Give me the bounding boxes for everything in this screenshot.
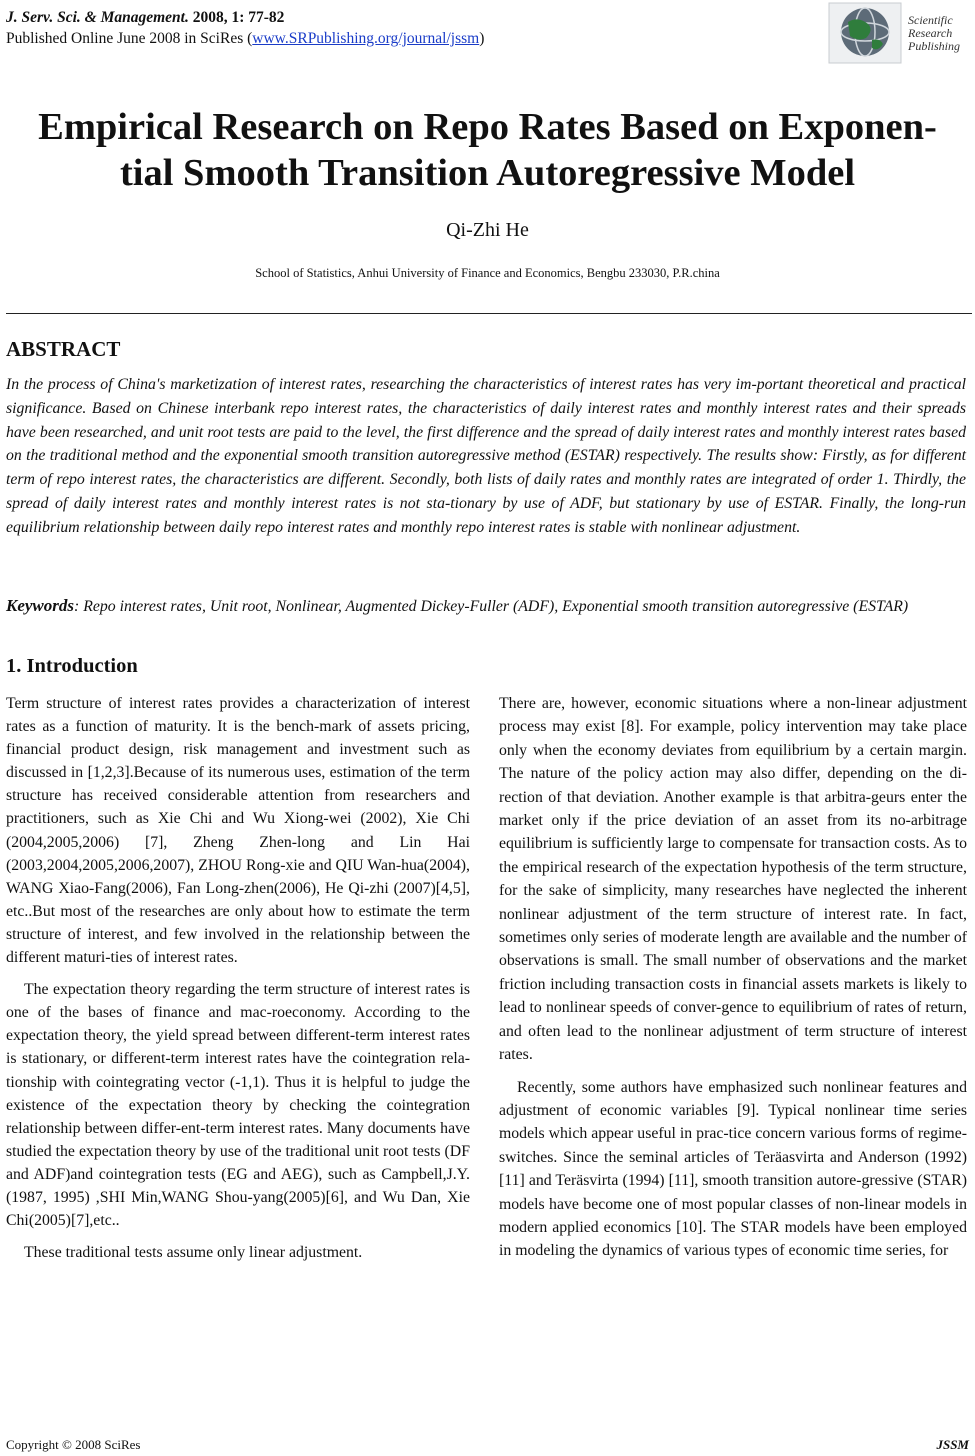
author-name: Qi-Zhi He [446,219,529,241]
journal-citation [6,8,284,28]
title-line-2: tial Smooth Transition Autoregressive Model [119,152,856,194]
globe-icon [841,8,889,56]
logo-line-3: Publishing [908,39,961,53]
paragraph: The expectation theory regarding the term structure of interest rates is one of the bases of finance and mac-roeconomy. According to the expectation theory, the yield spread between different-term interest rates is stationary, or different-term interest rates have the cointegration rela-tionship with cointegrating vector (-1,1). Thus it is helpful to judge the existence of the expectation theory by checking the cointegration relationship between differ-ent-term interest rates. Many documents have studied the expectation theory by use of the traditional unit root tests (DF and ADF)and cointegration tests (EG and AEG), such as Campbell,J.Y. (1987, 1995) ,SHI Min,WANG Shou-yang(2005)[6], and Wu Dan, Xie Chi(2005)[7],etc.. [6,981,470,1230]
title-line-1: Empirical Research on Repo Rates Based on Exponen- [38,106,937,148]
journal-name: J. Serv. Sci. & Management. [6,9,189,26]
author-affiliation: School of Statistics, Anhui University of Finance and Economics, Bengbu 233030, P.R.china [255,266,720,280]
left-column [6,692,470,1264]
paragraph: There are, however, economic situations where a non-linear adjustment process may exist [8]. For example, policy intervention may take place only when the economy deviates from equilibrium by a certain margin. The nature of the policy action may also differ, depending on the di-rection of that deviation. Another example is that arbitra-geurs enter the market only if the price deviation of an asset from its no-arbitrage equilibrium is sufficiently large to compensate for transaction costs. As to the empirical research of the expectation hypothesis of the term structure, for the sake of simplicity, many researches have neglected the inherent nonlinear adjustment of the term structure of interest rate. In fact, sometimes only series of moderate length are available and the number of observations is small. The small number of observations and the market friction including transaction costs in financial assets markets is likely to lead to nonlinear speeds of conver-gence to equilibrium of rates of return, and often lead to the nonlinear adjustment of term structure of interest rates. [499,695,967,1064]
abstract-body: In the process of China's marketization of interest rates, researching the characteristics of interest rates has very im-portant theoretical and practical significance. Based on Chinese interbank repo interest rates, the characteristics of daily interest rates and monthly interest rates and their spreads have been researched, and unit root tests are paid to the level, the first difference and the spread of daily interest rates and monthly interest rates based on the traditional method and the exponential smooth transition autoregressive method (ESTAR) respectively. The results show: Firstly, as for different term of repo interest rates, the characteristics are different. Secondly, both lists of daily rates and monthly rates are integrated of order 1. Thirdly, the spread of daily interest rates and monthly interest rates is not sta-tionary by use of ADF, but stationary by use of ESTAR. Finally, the long-run equilibrium relationship between daily repo interest rates and monthly repo interest rates is stable with nonlinear adjustment. [6,376,966,536]
logo-line-2: Research [908,26,953,40]
keywords-label: Keywords [6,596,74,615]
logo-line-1: Scientific [908,13,953,27]
paper-title [0,104,975,196]
paragraph: Recently, some authors have emphasized such nonlinear features and adjustment of economic variables [9]. Typical nonlinear time series models which appear useful in prac-tice concern various forms of regime-switches. Since the seminal articles of Teräasvirta and Anderson (1992)[11] and Teräsvirta (1994) [11], smooth transition autore-gressive (STAR) models have become one of most popular classes of non-linear models in modern applied economics [10]. The STAR models have been employed in modeling the dynamics of various types of economic time series, for [499,1078,967,1260]
paragraph: Term structure of interest rates provides a characterization of interest rates as a function of maturity. It is the bench-mark of assets pricing, financial product design, risk management and investment such as discussed in [1,2,3].Because of its numerous uses, estimation of the term structure has received considerable attention from researchers and practitioners, such as Xie Chi and Wu Xiong-wei (2002), Xie Chi (2004,2005,2006) [7], Zheng Zhen-long and Lin Hai (2003,2004,2005,2006,2007), ZHOU Rong-xie and QIU Wan-hua(2004), WANG Xiao-Fang(2006), Fan Long-zhen(2006), He Qi-zhi (2007)[4,5], etc..But most of the researches are only about how to estimate the term structure of interest, and few involved in the relationship between the different maturi-ties of interest rates. [6,695,470,967]
paragraph: These traditional tests assume only linear adjustment. [24,1244,363,1262]
published-online-line [6,29,484,49]
published-suffix: ) [479,30,485,47]
publisher-logo-text [908,14,960,53]
journal-volume: 2008, 1: 77-82 [188,9,285,26]
right-column [499,692,967,1263]
section-heading-introduction: 1. Introduction [6,655,138,677]
abstract-heading: ABSTRACT [6,337,121,361]
keywords-text: : Repo interest rates, Unit root, Nonlinear, Augmented Dickey-Fuller (ADF), Exponential smooth transition autoregressive (ESTAR) [74,598,909,615]
journal-link[interactable]: www.SRPublishing.org/journal/jssm [252,30,480,47]
footer-copyright: Copyright © 2008 SciRes [6,1437,141,1452]
keywords [6,595,969,618]
footer-journal: JSSM [936,1437,969,1452]
published-prefix: Published Online June 2008 in SciRes ( [6,30,253,47]
header-divider [6,313,972,314]
